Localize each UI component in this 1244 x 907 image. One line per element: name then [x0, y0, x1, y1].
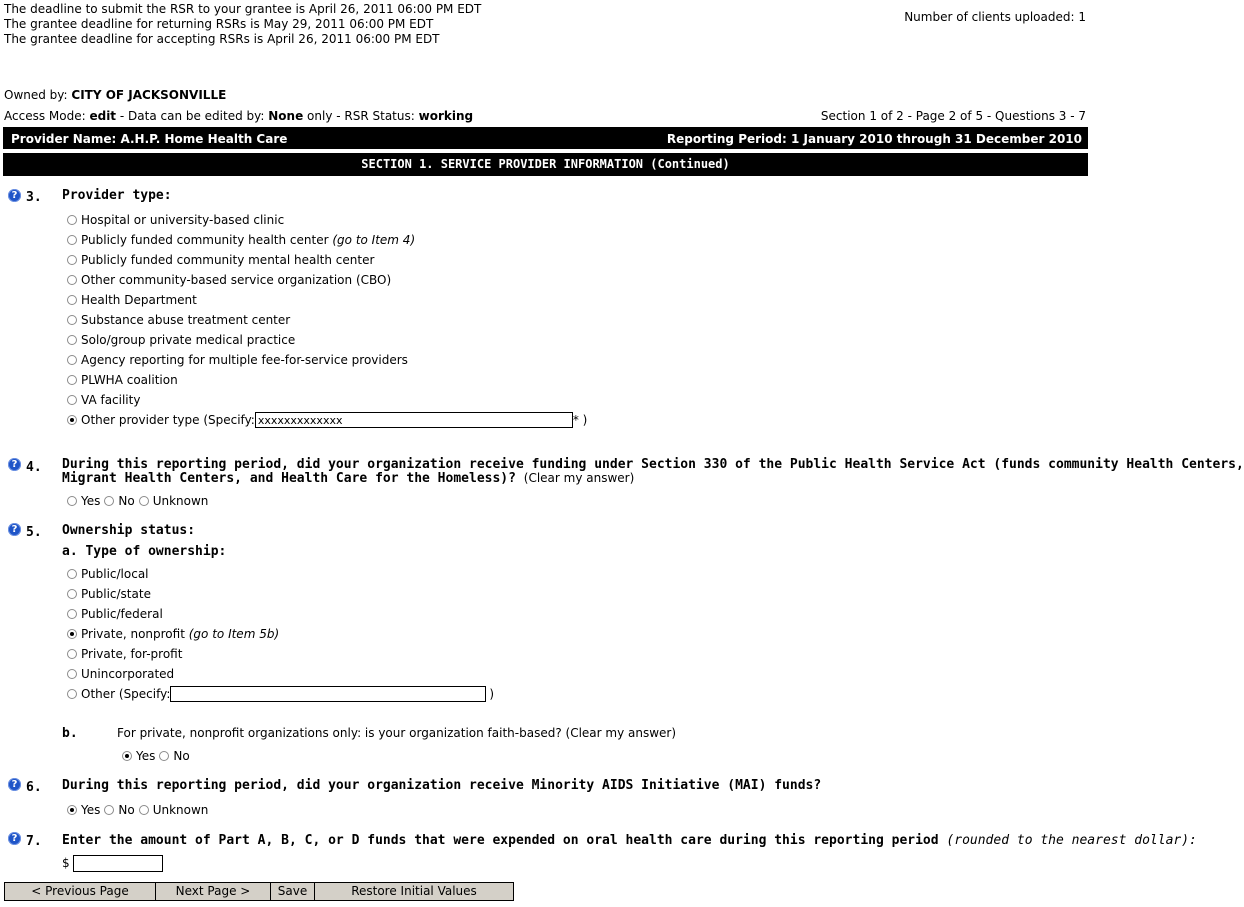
- radio-button[interactable]: [67, 395, 77, 405]
- option-no[interactable]: No: [159, 749, 189, 763]
- question-text: Provider type:: [62, 188, 172, 203]
- radio-button[interactable]: [139, 805, 149, 815]
- radio-button-selected[interactable]: [67, 415, 77, 425]
- help-icon[interactable]: ?: [8, 778, 21, 791]
- question-text: Ownership status:: [62, 523, 196, 538]
- deadline-return: The grantee deadline for returning RSRs is May 29, 2011 06:00 PM EDT: [4, 17, 434, 31]
- deadline-submit: The deadline to submit the RSR to your grantee is April 26, 2011 06:00 PM EDT: [4, 2, 482, 16]
- question-text: Enter the amount of Part A, B, C, or D funds that were expended on oral health care during this reporting period (rounded to the nearest dollar):: [62, 833, 1197, 848]
- provider-type-option[interactable]: Other community-based service organization (CBO): [67, 272, 391, 288]
- section-position: Section 1 of 2 - Page 2 of 5 - Questions 3 - 7: [820, 109, 1086, 123]
- ownership-option[interactable]: Public/federal: [67, 606, 163, 622]
- ownership-option[interactable]: Public/state: [67, 586, 151, 602]
- radio-button-selected[interactable]: [122, 751, 132, 761]
- currency-symbol: $: [62, 856, 70, 870]
- provider-type-option[interactable]: Hospital or university-based clinic: [67, 212, 284, 228]
- next-page-button[interactable]: Next Page >: [155, 882, 271, 901]
- radio-button[interactable]: [67, 235, 77, 245]
- previous-page-button[interactable]: < Previous Page: [4, 882, 156, 901]
- ownership-option[interactable]: Private, nonprofit (go to Item 5b): [67, 626, 279, 642]
- radio-button[interactable]: [67, 649, 77, 659]
- provider-type-option[interactable]: Publicly funded community mental health center: [67, 252, 374, 268]
- radio-button[interactable]: [67, 669, 77, 679]
- ownership-option[interactable]: Unincorporated: [67, 666, 174, 682]
- ownership-option[interactable]: Public/local: [67, 566, 149, 582]
- question-text: During this reporting period, did your organization receive Minority AIDS Initiative (MAI) funds?: [62, 778, 822, 793]
- question-number: 6.: [26, 780, 42, 795]
- ownership-other-option[interactable]: Other (Specify: ): [67, 686, 494, 702]
- reporting-period: Reporting Period: 1 January 2010 through 31 December 2010: [666, 132, 1082, 146]
- deadline-accept: The grantee deadline for accepting RSRs is April 26, 2011 06:00 PM EDT: [4, 32, 440, 46]
- other-ownership-input[interactable]: [170, 686, 486, 702]
- radio-button[interactable]: [67, 375, 77, 385]
- provider-type-other-option[interactable]: Other provider type (Specify: xxxxxxxxxxxxx * ): [67, 412, 587, 428]
- oral-health-amount: [62, 855, 163, 871]
- radio-button[interactable]: [67, 275, 77, 285]
- option-no[interactable]: No: [104, 494, 134, 508]
- radio-button-selected[interactable]: [67, 805, 77, 815]
- sub-question-b-text: For private, nonprofit organizations only: is your organization faith-based? (Clear my answer): [117, 726, 677, 740]
- option-yes[interactable]: Yes: [67, 494, 100, 508]
- radio-button-selected[interactable]: [67, 629, 77, 639]
- radio-button[interactable]: [104, 496, 114, 506]
- edited-by-suffix: only - RSR Status:: [307, 109, 415, 123]
- question-number: 4.: [26, 460, 42, 475]
- help-icon[interactable]: ?: [8, 458, 21, 471]
- option-yes[interactable]: Yes: [67, 803, 100, 817]
- radio-button[interactable]: [67, 589, 77, 599]
- clear-answer-link[interactable]: (Clear my answer): [523, 471, 635, 485]
- question-number: 3.: [26, 190, 42, 205]
- edited-by-label: - Data can be edited by:: [119, 109, 265, 123]
- ownership-option[interactable]: Private, for-profit: [67, 646, 182, 662]
- question-text: During this reporting period, did your organization receive funding under Section 330 of the Public Health Service Act (funds community Health Centers,: [62, 457, 1244, 472]
- provider-type-option[interactable]: Health Department: [67, 292, 197, 308]
- provider-type-option[interactable]: PLWHA coalition: [67, 372, 178, 388]
- radio-button[interactable]: [67, 255, 77, 265]
- provider-bar: [3, 127, 1088, 149]
- provider-type-option[interactable]: Substance abuse treatment center: [67, 312, 290, 328]
- provider-type-option[interactable]: Solo/group private medical practice: [67, 332, 295, 348]
- access-mode-value: edit: [89, 109, 117, 123]
- mai-funds-options: [67, 802, 212, 818]
- sub-question-a: a. Type of ownership:: [62, 544, 227, 559]
- radio-button[interactable]: [67, 295, 77, 305]
- access-mode-label: Access Mode:: [4, 109, 86, 123]
- provider-type-option[interactable]: VA facility: [67, 392, 140, 408]
- owned-by-value: CITY OF JACKSONVILLE: [71, 88, 227, 102]
- edited-by-value: None: [268, 109, 304, 123]
- help-icon[interactable]: ?: [8, 523, 21, 536]
- radio-button[interactable]: [67, 315, 77, 325]
- option-no[interactable]: No: [104, 803, 134, 817]
- sub-question-b-label: b.: [62, 726, 78, 741]
- restore-initial-values-button[interactable]: Restore Initial Values: [314, 882, 514, 901]
- option-unknown[interactable]: Unknown: [139, 494, 209, 508]
- owned-by: [4, 88, 226, 102]
- section-title: SECTION 1. SERVICE PROVIDER INFORMATION (Continued): [361, 157, 730, 171]
- provider-name: Provider Name: A.H.P. Home Health Care: [11, 132, 288, 146]
- option-unknown[interactable]: Unknown: [139, 803, 209, 817]
- help-icon[interactable]: ?: [8, 189, 21, 202]
- radio-button[interactable]: [67, 496, 77, 506]
- section-title-bar: [3, 153, 1088, 176]
- provider-type-option[interactable]: Publicly funded community health center (go to Item 4): [67, 232, 415, 248]
- radio-button[interactable]: [67, 689, 77, 699]
- radio-button[interactable]: [67, 355, 77, 365]
- help-icon[interactable]: ?: [8, 832, 21, 845]
- faith-based-options: [122, 748, 194, 764]
- section-330-options: [67, 493, 212, 509]
- option-yes[interactable]: Yes: [122, 749, 155, 763]
- clear-answer-link[interactable]: (Clear my answer): [565, 726, 677, 740]
- radio-button[interactable]: [67, 569, 77, 579]
- oral-health-amount-input[interactable]: [73, 855, 163, 872]
- question-note: (rounded to the nearest dollar):: [946, 833, 1197, 848]
- radio-button[interactable]: [67, 335, 77, 345]
- owned-by-label: Owned by:: [4, 88, 68, 102]
- other-provider-type-input[interactable]: [255, 412, 573, 428]
- provider-type-option[interactable]: Agency reporting for multiple fee-for-service providers: [67, 352, 408, 368]
- clients-uploaded: Number of clients uploaded: 1: [904, 10, 1086, 24]
- rsr-status-value: working: [418, 109, 474, 123]
- radio-button[interactable]: [159, 751, 169, 761]
- question-number: 7.: [26, 834, 42, 849]
- radio-button[interactable]: [67, 609, 77, 619]
- access-mode-line: [4, 109, 473, 123]
- save-button[interactable]: Save: [270, 882, 315, 901]
- radio-button[interactable]: [139, 496, 149, 506]
- question-number: 5.: [26, 525, 42, 540]
- question-text-continued: Migrant Health Centers, and Health Care for the Homeless)? (Clear my answer): [62, 471, 635, 486]
- radio-button[interactable]: [104, 805, 114, 815]
- radio-button[interactable]: [67, 215, 77, 225]
